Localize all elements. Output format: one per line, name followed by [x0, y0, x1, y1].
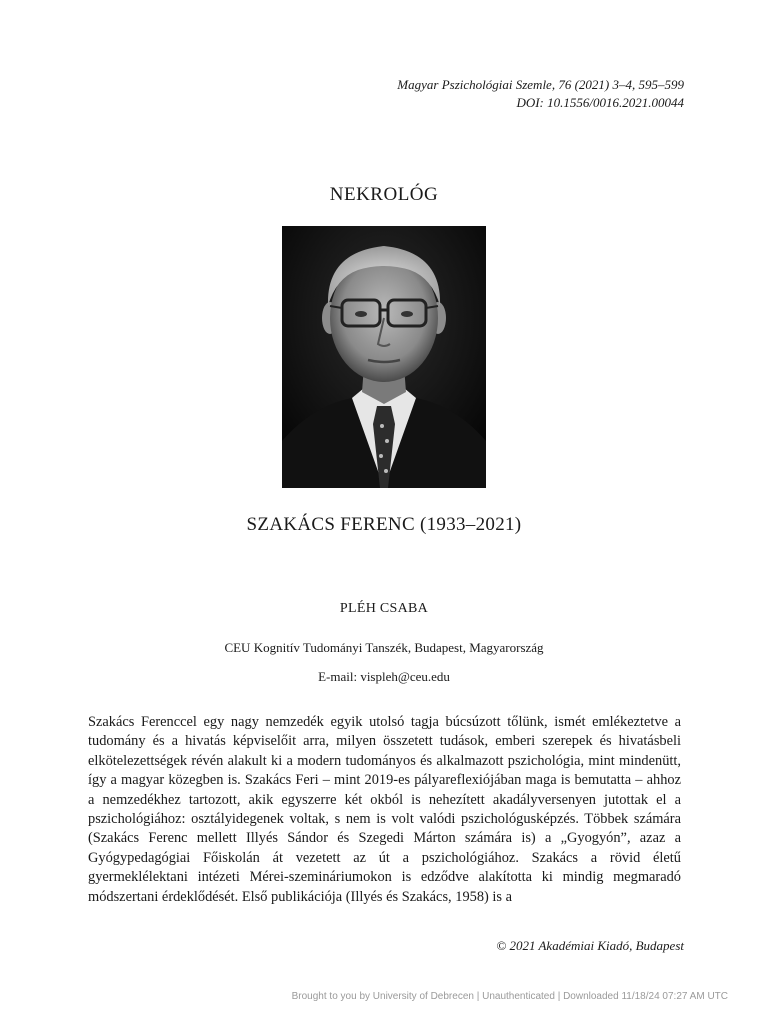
journal-citation: Magyar Pszichológiai Szemle, 76 (2021) 3–4, 595–599: [397, 77, 684, 92]
copyright-notice: © 2021 Akadémiai Kiadó, Budapest: [496, 938, 684, 953]
section-title: NEKROLÓG: [329, 184, 439, 205]
author-email: E-mail: vispleh@ceu.edu: [318, 669, 450, 684]
portrait-photo: [282, 226, 486, 488]
article-body: [88, 713, 681, 907]
author-affiliation: CEU Kognitív Tudományi Tanszék, Budapest, Magyarország: [224, 640, 544, 655]
author-name: PLÉH CSABA: [339, 601, 429, 616]
journal-reference: [397, 76, 684, 112]
doi-line: DOI: 10.1556/0016.2021.00044: [516, 95, 684, 110]
person-title: SZAKÁCS FERENC (1933–2021): [246, 514, 522, 535]
download-watermark: Brought to you by University of Debrecen | Unauthenticated | Downloaded 11/18/24 07:27 AM UTC: [291, 991, 728, 1002]
body-paragraph: Szakács Ferenccel egy nagy nemzedék egyik utolsó tagja búcsúzott tőlünk, ismét emlékeztetve a tudomány és a hivatás képviselőit arra, milyen összetett tudások, emberi szerepek és hivatásbeli elkötelezettségek révén alakult ki a modern tudományos és alkalmazott pszichológia, mint mindenütt, így a magyar közegben is. Szakács Feri – mint 2019-es pályareflexiójában maga is bemutatta – ahhoz a nemzedékhez tartozott, akik egyszerre két okból is nehezített akadályversenyen jutottak el a pszichológiához: osztályidegenek voltak, s nem is volt valódi pszichológusképzés. Többek számára (Szakács Ferenc mellett Illyés Sándor és Szegedi Márton számára is) a „Gyogyón”, azaz a Gyógypedagógiai Főiskolán át vezetett az út a pszichológiához. Szakács a rövid életű gyermeklélektani intézeti Mérei-szemináriumokon is edződve alakította ki mindig megmaradó módszertani érdeklődését. Első publikációja (Illyés és Szakács, 1958) is a: [88, 714, 681, 905]
